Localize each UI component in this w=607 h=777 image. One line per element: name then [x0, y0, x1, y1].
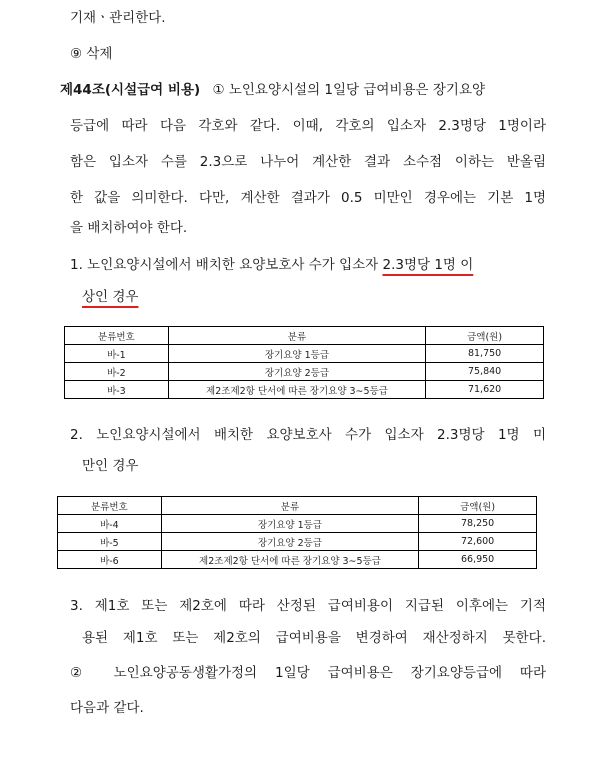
- text-line: ② 노인요양공동생활가정의 1일당 급여비용은 장기요양등급에 따라: [70, 665, 546, 681]
- table-row: [65, 381, 544, 399]
- table-cell: 장기요양 2등급: [168, 363, 425, 381]
- table-cell: 제2조제2항 단서에 따른 장기요양 3∼5등급: [161, 551, 418, 569]
- table-header-cell: 분류번호: [58, 497, 162, 515]
- text-line: 2. 노인요양시설에서 배치한 요양보호사 수가 입소자 2.3명당 1명 미: [70, 427, 546, 443]
- table-cell: 장기요양 1등급: [161, 515, 418, 533]
- article-44-first-line: [60, 81, 546, 99]
- table-cell: 제2조제2항 단서에 따른 장기요양 3∼5등급: [168, 381, 425, 399]
- table-cell: 장기요양 1등급: [168, 345, 425, 363]
- table-row: [65, 345, 544, 363]
- table-header-row: [58, 497, 537, 515]
- table-cell: 바-1: [65, 345, 169, 363]
- table-cell: 72,600: [419, 533, 537, 551]
- text-line: 을 배치하여야 한다.: [70, 220, 188, 236]
- underlined-text: 상인 경우: [82, 289, 139, 305]
- table-header-cell: 분류: [168, 327, 425, 345]
- table-header-row: [65, 327, 544, 345]
- table-row: [58, 533, 537, 551]
- text-line: ⑨ 삭제: [70, 46, 113, 62]
- table-cell: 78,250: [419, 515, 537, 533]
- table-row: [65, 363, 544, 381]
- table-header-cell: 금액(원): [419, 497, 537, 515]
- item-1-text: 1. 노인요양시설에서 배치한 요양보호사 수가 입소자: [70, 257, 383, 273]
- text-line: 용된 제1호 또는 제2호의 급여비용을 변경하여 재산정하지 못한다.: [82, 630, 546, 646]
- table-cell: 66,950: [419, 551, 537, 569]
- table-cell: 장기요양 2등급: [161, 533, 418, 551]
- table-cell: 바-6: [58, 551, 162, 569]
- table-cell: 바-5: [58, 533, 162, 551]
- table-cell: 71,620: [426, 381, 544, 399]
- text-line: 함은 입소자 수를 2.3으로 나누어 계산한 결과 소수점 이하는 반올림: [70, 154, 546, 170]
- table-cell: 바-2: [65, 363, 169, 381]
- article-44-title: 제44조(시설급여 비용): [60, 82, 201, 98]
- table-row: [58, 515, 537, 533]
- fee-table-2: [57, 496, 537, 569]
- text-line: 기재ㆍ관리한다.: [70, 10, 166, 26]
- text-line: 한 값을 의미한다. 다만, 계산한 결과가 0.5 미만인 경우에는 기본 1명: [70, 190, 546, 206]
- table-header-cell: 분류: [161, 497, 418, 515]
- table-header-cell: 금액(원): [426, 327, 544, 345]
- table-header-cell: 분류번호: [65, 327, 169, 345]
- text-line: 다음과 같다.: [70, 700, 144, 716]
- table-row: [58, 551, 537, 569]
- item-1-line: [70, 256, 546, 274]
- table-cell: 바-3: [65, 381, 169, 399]
- table-cell: 바-4: [58, 515, 162, 533]
- fee-table-1: [64, 326, 544, 399]
- item-1-cont: [82, 288, 138, 306]
- text-line: 등급에 따라 다음 각호와 같다. 이때, 각호의 입소자 2.3명당 1명이라: [70, 118, 546, 134]
- table-cell: 75,840: [426, 363, 544, 381]
- paragraph-1-start: ① 노인요양시설의 1일당 급여비용은 장기요양: [212, 82, 486, 98]
- text-line: 만인 경우: [82, 458, 139, 474]
- table-cell: 81,750: [426, 345, 544, 363]
- underlined-text: 2.3명당 1명 이: [382, 257, 474, 273]
- text-line: 3. 제1호 또는 제2호에 따라 산정된 급여비용이 지급된 이후에는 기적: [70, 598, 546, 614]
